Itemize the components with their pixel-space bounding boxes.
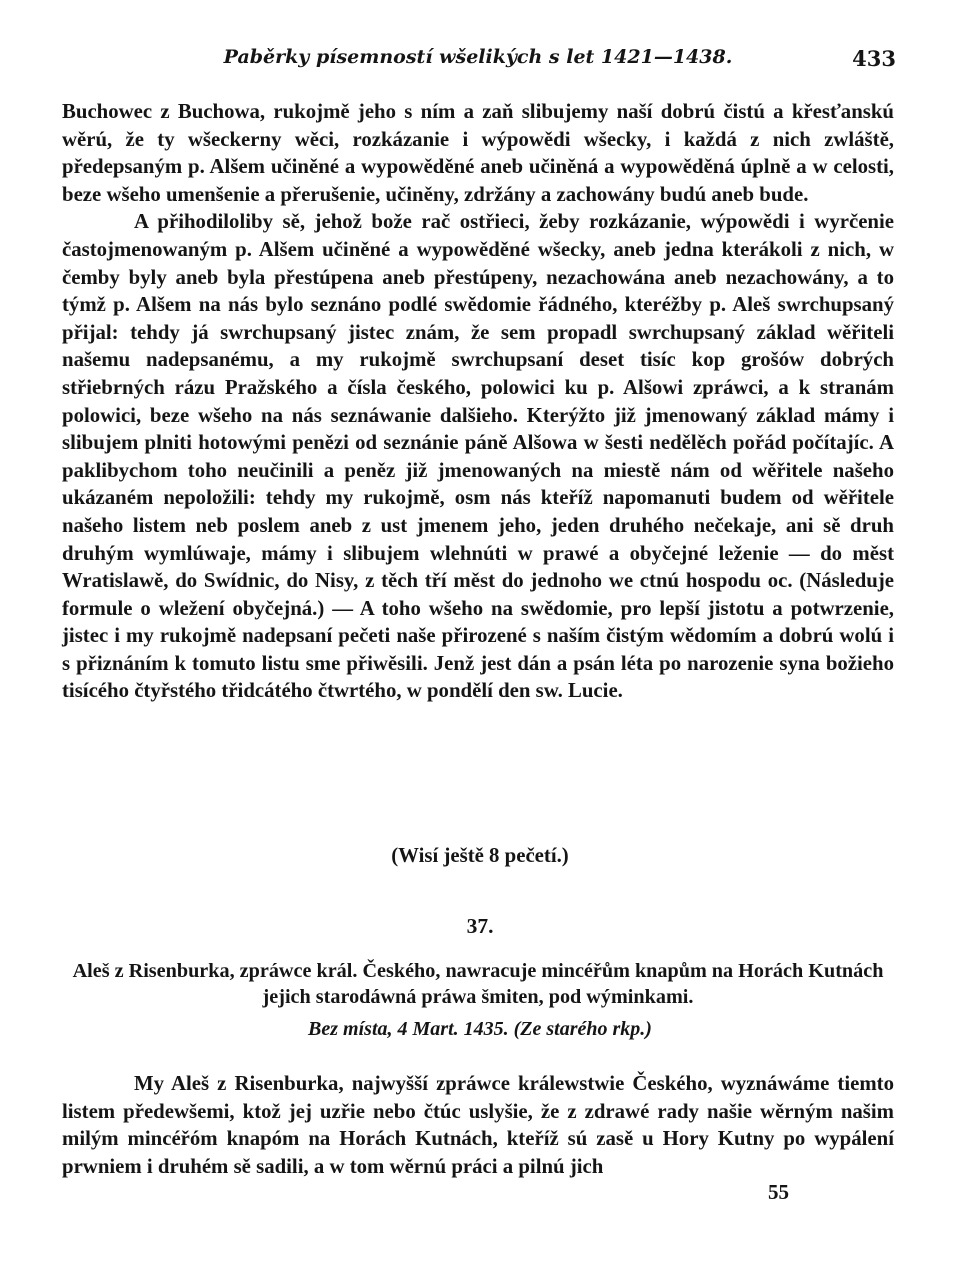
document-text xyxy=(62,1070,894,1180)
signature-mark: 55 xyxy=(768,1180,789,1204)
paragraph: My Aleš z Risenburka, najwyšší zpráwce králewstwie Českého, wyznáwáme tiemto listem předewšemi, ktož jej uzřie nebo čtúc uslyšie, že z zdrawé rady našie wěrným našim milým mincéřóm knapóm na Horách Kutnách, kteříž sú zasě u Hory Kutny po wypálení prwniem i druhém sě sadili, a w tom wěrnú práci a pilnú jich xyxy=(62,1072,894,1178)
running-head xyxy=(60,42,896,78)
body-text xyxy=(62,98,894,705)
seal-note: (Wisí ještě 8 pečetí.) xyxy=(391,844,569,867)
document-number: 37. xyxy=(466,914,494,938)
paragraph: A přihodiloliby sě, jehož bože rač ostřieci, žeby rozkázanie, wýpowědi i wyrčenie častojmenowaným p. Alšem učiněné a wypowěděné wšecky, aneb jedna kterákoli z nich, w čemby byly aneb byla přestúpena aneb přestúpeny, nezachowána aneb nezachowány, a to týmž p. Alšem na nás bylo seznáno podlé swědomie řádného, kteréžby p. Aleš swrchupsaný přijal: tehdy já swrchupsaný jistec znám, že sem propadl swrchupsaný základ wěřiteli našemu nadepsanému, a my rukojmě swrchupsaní deset tisíc kop grošów dobrých střiebrných rázu Pražského a čísla českého, polowici ku p. Alšowi zpráwci, a k stranám polowici, beze wšeho na nás seznáwanie dalšieho. Kterýžto již jmenowaný základ mámy i slibujem plniti hotowými penězi od seznánie páně Alšowa w šesti nedělěch pořád počítajíc. A paklibychom toho neučinili a peněz již jmenowaných na miestě nám od wěřitele našeho ukázaném nepoložili: tehdy my rukojmě, osm nás kteříž napomanuti budem od wěřitele našeho listem neb poslem aneb z ust jmenem jeho, jeden druhého nečekaje, ani sě druh druhým wymlúwaje, mámy i slibujem wlehnúti w prawé a obyčejné leženie — do měst Wratislawě, do Swídnic, do Nisy, z těch tří měst do jednoho we ctnú hospodu oc. (Následuje formule o wležení obyčejná.) — A toho wšeho na swědomie, pro lepší jistotu a potwrzenie, jistec i my rukojmě nadepsaní pečeti naše přirozené s naším čistým wědomím a dobrú wolú i s přiznáním k tomuto listu sme přiwěsili. Jenž jest dán a psán léta po narozenie syna božieho tisícého čtyřstého třidcátého čtwrtého, w pondělí den sw. Lucie. xyxy=(62,210,894,703)
running-title: Paběrky písemností wšelikých s let 1421—1438. xyxy=(223,46,733,68)
document-regest: Aleš z Risenburka, zpráwce král. Českého, nawracuje mincéřům knapům na Horách Kutnách jejich starodáwná práwa šmiten, pod wýminkami. xyxy=(72,960,884,1008)
document-dating: Bez místa, 4 Mart. 1435. (Ze starého rkp.) xyxy=(308,1018,652,1040)
page-number: 433 xyxy=(852,46,896,71)
paragraph: Buchowec z Buchowa, rukojmě jeho s ním a zaň slibujemy naší dobrú čistú a křesťanskú wěrú, že ty wšeckerny wěci, rozkázanie i wýpowědi wšecky, i každá z nich zwláště, předepsaným p. Alšem učiněné a wypowěděné aneb učiněná a wypowěděná úplně a w celosti, beze wšeho umenšenie a přerušenie, učiněny, zdržány a zachowány budú aneb bude. xyxy=(62,100,894,206)
